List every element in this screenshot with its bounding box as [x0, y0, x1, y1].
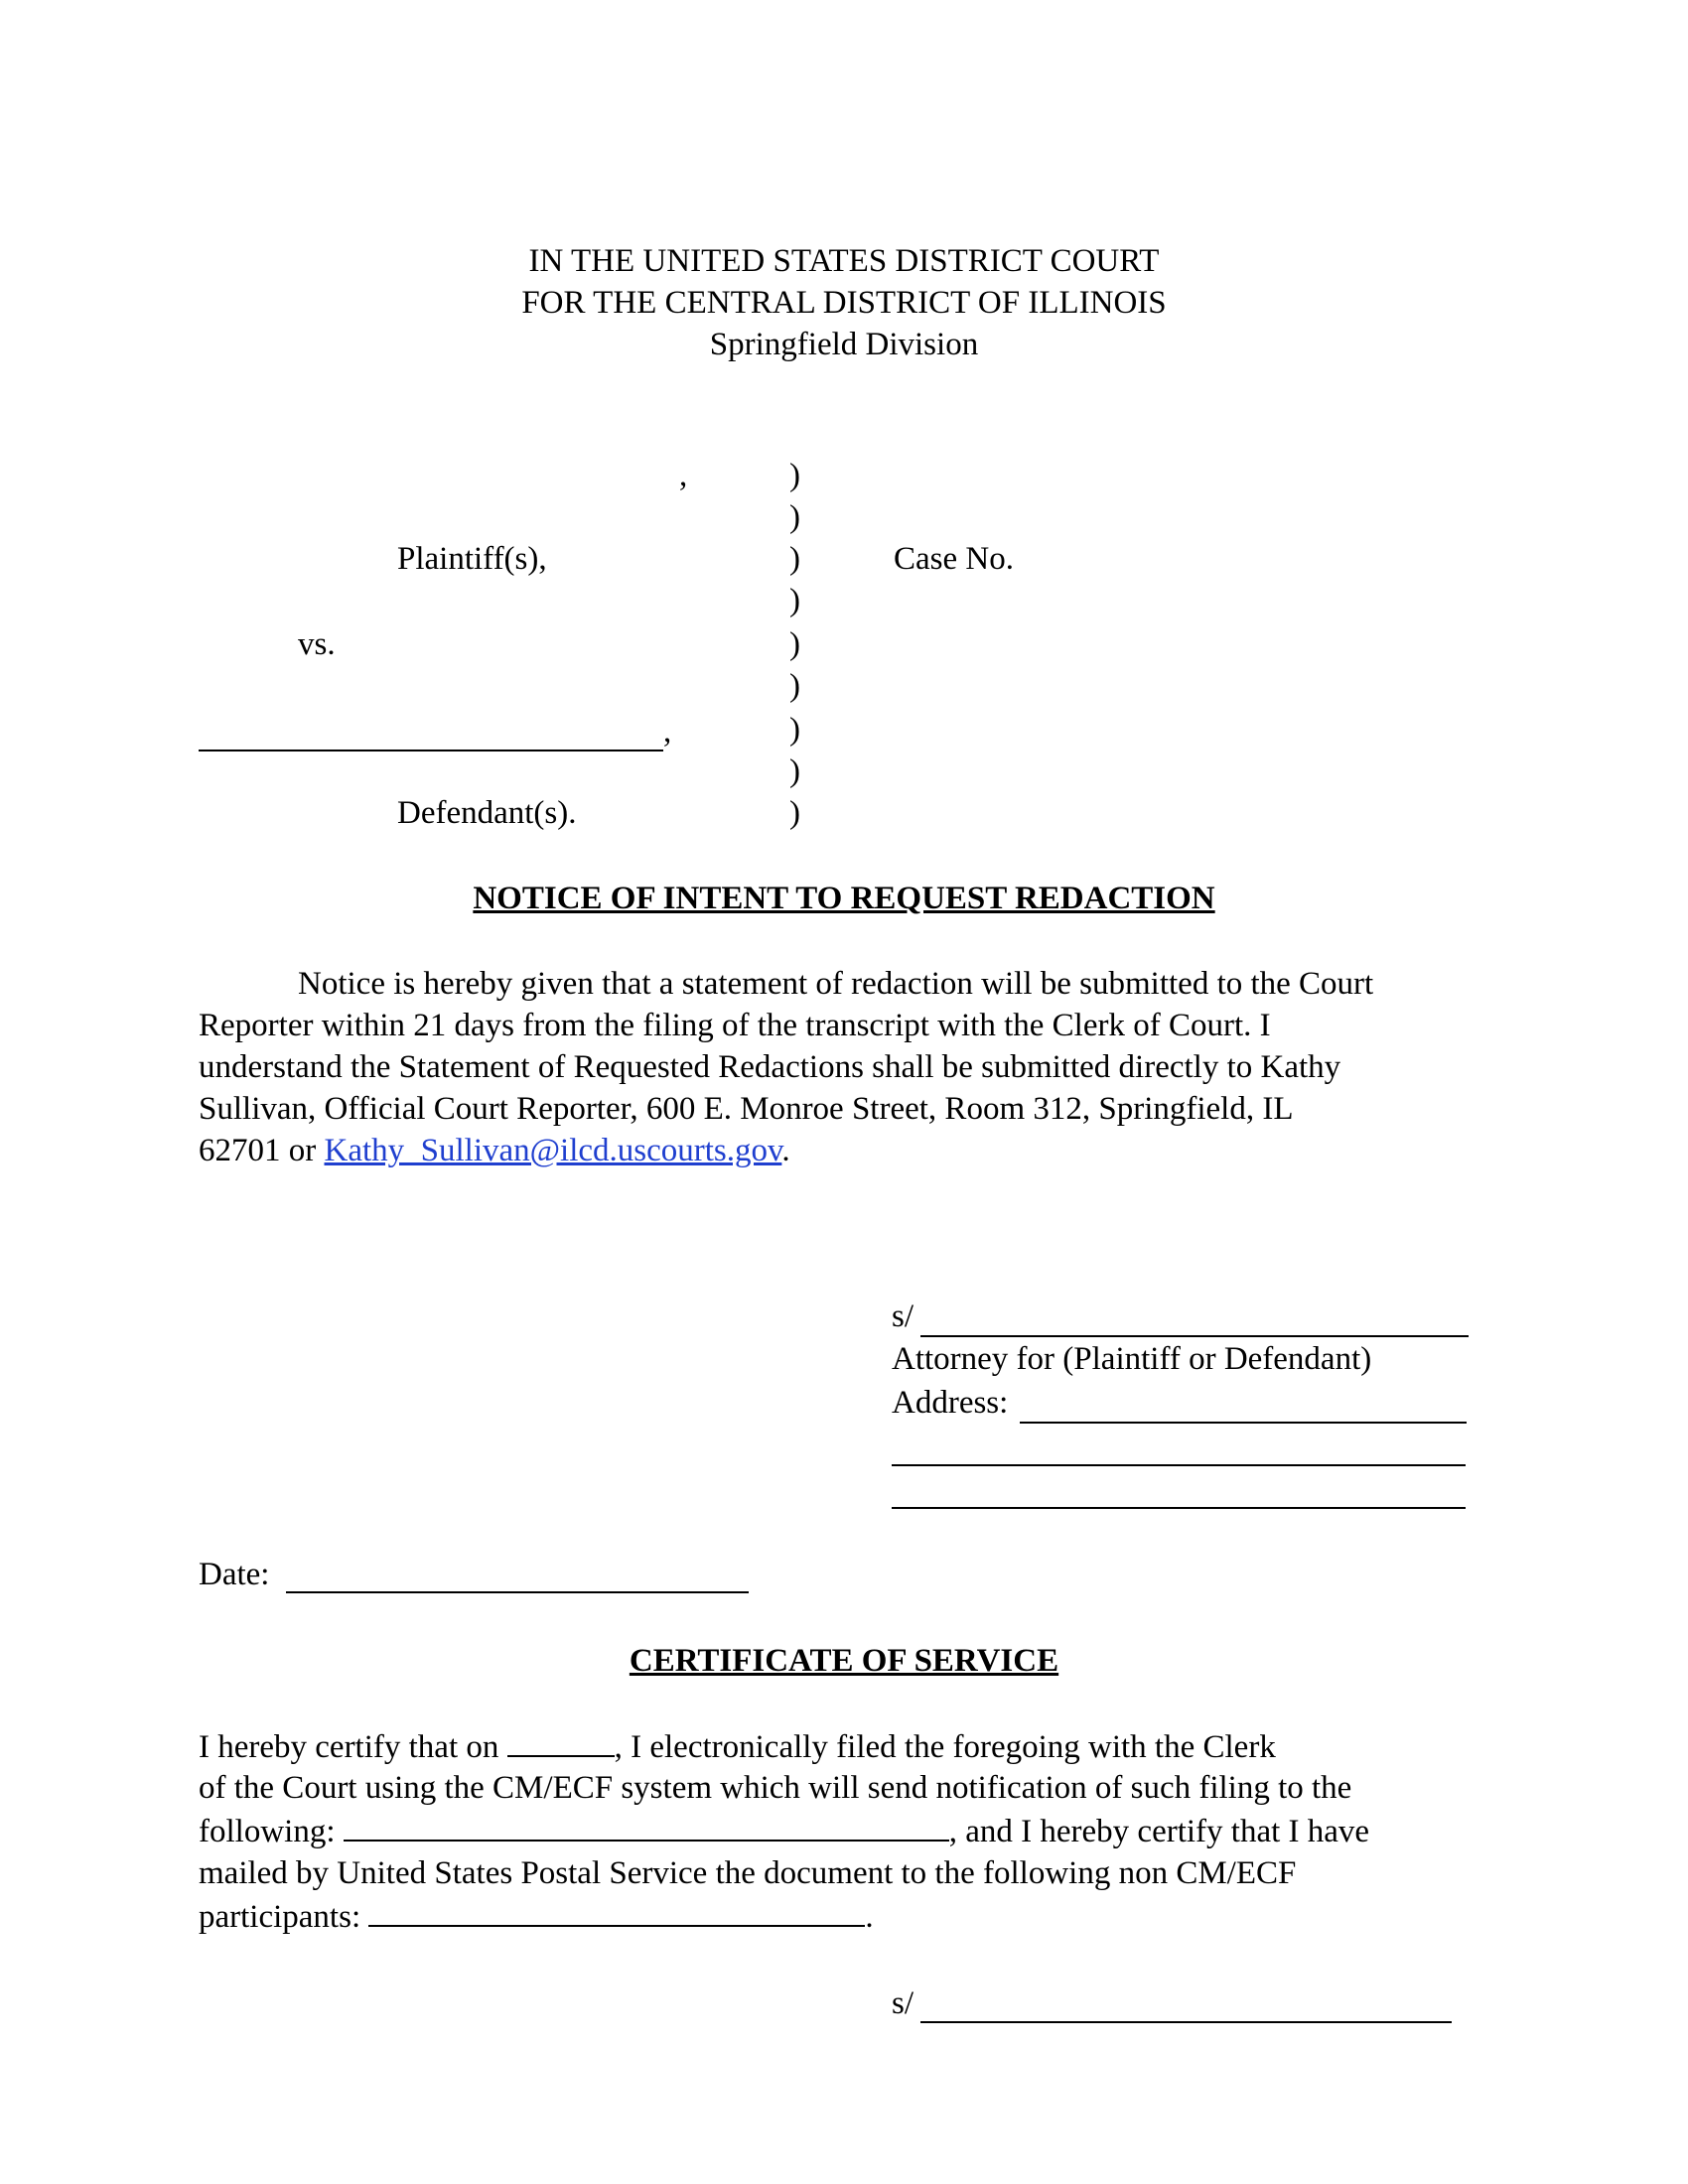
notice-line: Reporter within 21 days from the filing of the transcript with the Clerk of Court. I: [199, 1008, 1271, 1043]
caption-bracket: ): [789, 626, 800, 662]
notice-line: [199, 1130, 790, 1171]
caption-bracket: ): [789, 458, 800, 493]
certificate-title: CERTIFICATE OF SERVICE: [629, 1643, 1059, 1679]
certificate-text: , and I hereby certify that I have: [948, 1814, 1370, 1849]
certificate-signature-prefix: s/: [892, 1985, 914, 2021]
certificate-text: I hereby certify that on: [199, 1729, 507, 1765]
address-label: Address:: [892, 1385, 1009, 1421]
plaintiff-name-comma: ,: [679, 458, 688, 493]
recipients-blank[interactable]: [344, 1810, 949, 1842]
defendant-label: Defendant(s).: [397, 795, 577, 831]
certificate-line: of the Court using the CM/ECF system which will send notification of such filing to the: [199, 1770, 1352, 1806]
date-line[interactable]: [286, 1591, 749, 1593]
address-line[interactable]: [892, 1507, 1466, 1509]
certificate-text: .: [865, 1899, 874, 1935]
notice-line: Notice is hereby given that a statement of redaction will be submitted to the Court: [298, 966, 1374, 1002]
certificate-line: [199, 1725, 1276, 1768]
signature-prefix: s/: [892, 1298, 914, 1334]
caption-bracket: ): [789, 541, 800, 577]
address-line[interactable]: [892, 1464, 1466, 1466]
certificate-line: [199, 1895, 874, 1938]
court-name: IN THE UNITED STATES DISTRICT COURT: [528, 243, 1160, 279]
certificate-text: , I electronically filed the foregoing with the Clerk: [614, 1729, 1276, 1765]
participants-blank[interactable]: [368, 1895, 865, 1927]
vs-label: vs.: [298, 626, 336, 662]
certificate-line: mailed by United States Postal Service the document to the following non CM/ECF: [199, 1855, 1297, 1891]
signature-line[interactable]: [920, 1335, 1469, 1337]
caption-bracket: ): [789, 795, 800, 831]
reporter-email-link[interactable]: Kathy_Sullivan@ilcd.uscourts.gov: [324, 1133, 782, 1168]
plaintiff-label: Plaintiff(s),: [397, 541, 547, 577]
date-label: Date:: [199, 1557, 270, 1592]
certificate-text: following:: [199, 1814, 344, 1849]
caption-bracket: ): [789, 499, 800, 535]
caption-bracket: ): [789, 712, 800, 748]
defendant-name-comma: ,: [663, 714, 672, 750]
court-district: FOR THE CENTRAL DISTRICT OF ILLINOIS: [521, 285, 1167, 321]
certificate-line: [199, 1810, 1369, 1852]
caption-bracket: ): [789, 753, 800, 789]
notice-line: understand the Statement of Requested Redactions shall be submitted directly to Kathy: [199, 1049, 1341, 1085]
defendant-name-line: [199, 750, 663, 751]
attorney-label: Attorney for (Plaintiff or Defendant): [892, 1341, 1372, 1377]
certificate-text: participants:: [199, 1899, 369, 1935]
notice-title: NOTICE OF INTENT TO REQUEST REDACTION: [473, 881, 1215, 916]
caption-bracket: ): [789, 583, 800, 618]
service-date-blank[interactable]: [507, 1725, 615, 1757]
caption-bracket: ): [789, 668, 800, 704]
certificate-signature-line[interactable]: [920, 2021, 1452, 2023]
notice-text: 62701 or: [199, 1133, 325, 1168]
notice-text: .: [781, 1133, 790, 1168]
court-header: [0, 240, 1688, 365]
address-line[interactable]: [1020, 1422, 1467, 1424]
case-number-label: Case No.: [894, 541, 1014, 577]
court-division: Springfield Division: [709, 327, 979, 362]
notice-line: Sullivan, Official Court Reporter, 600 E. Monroe Street, Room 312, Springfield, IL: [199, 1091, 1294, 1127]
